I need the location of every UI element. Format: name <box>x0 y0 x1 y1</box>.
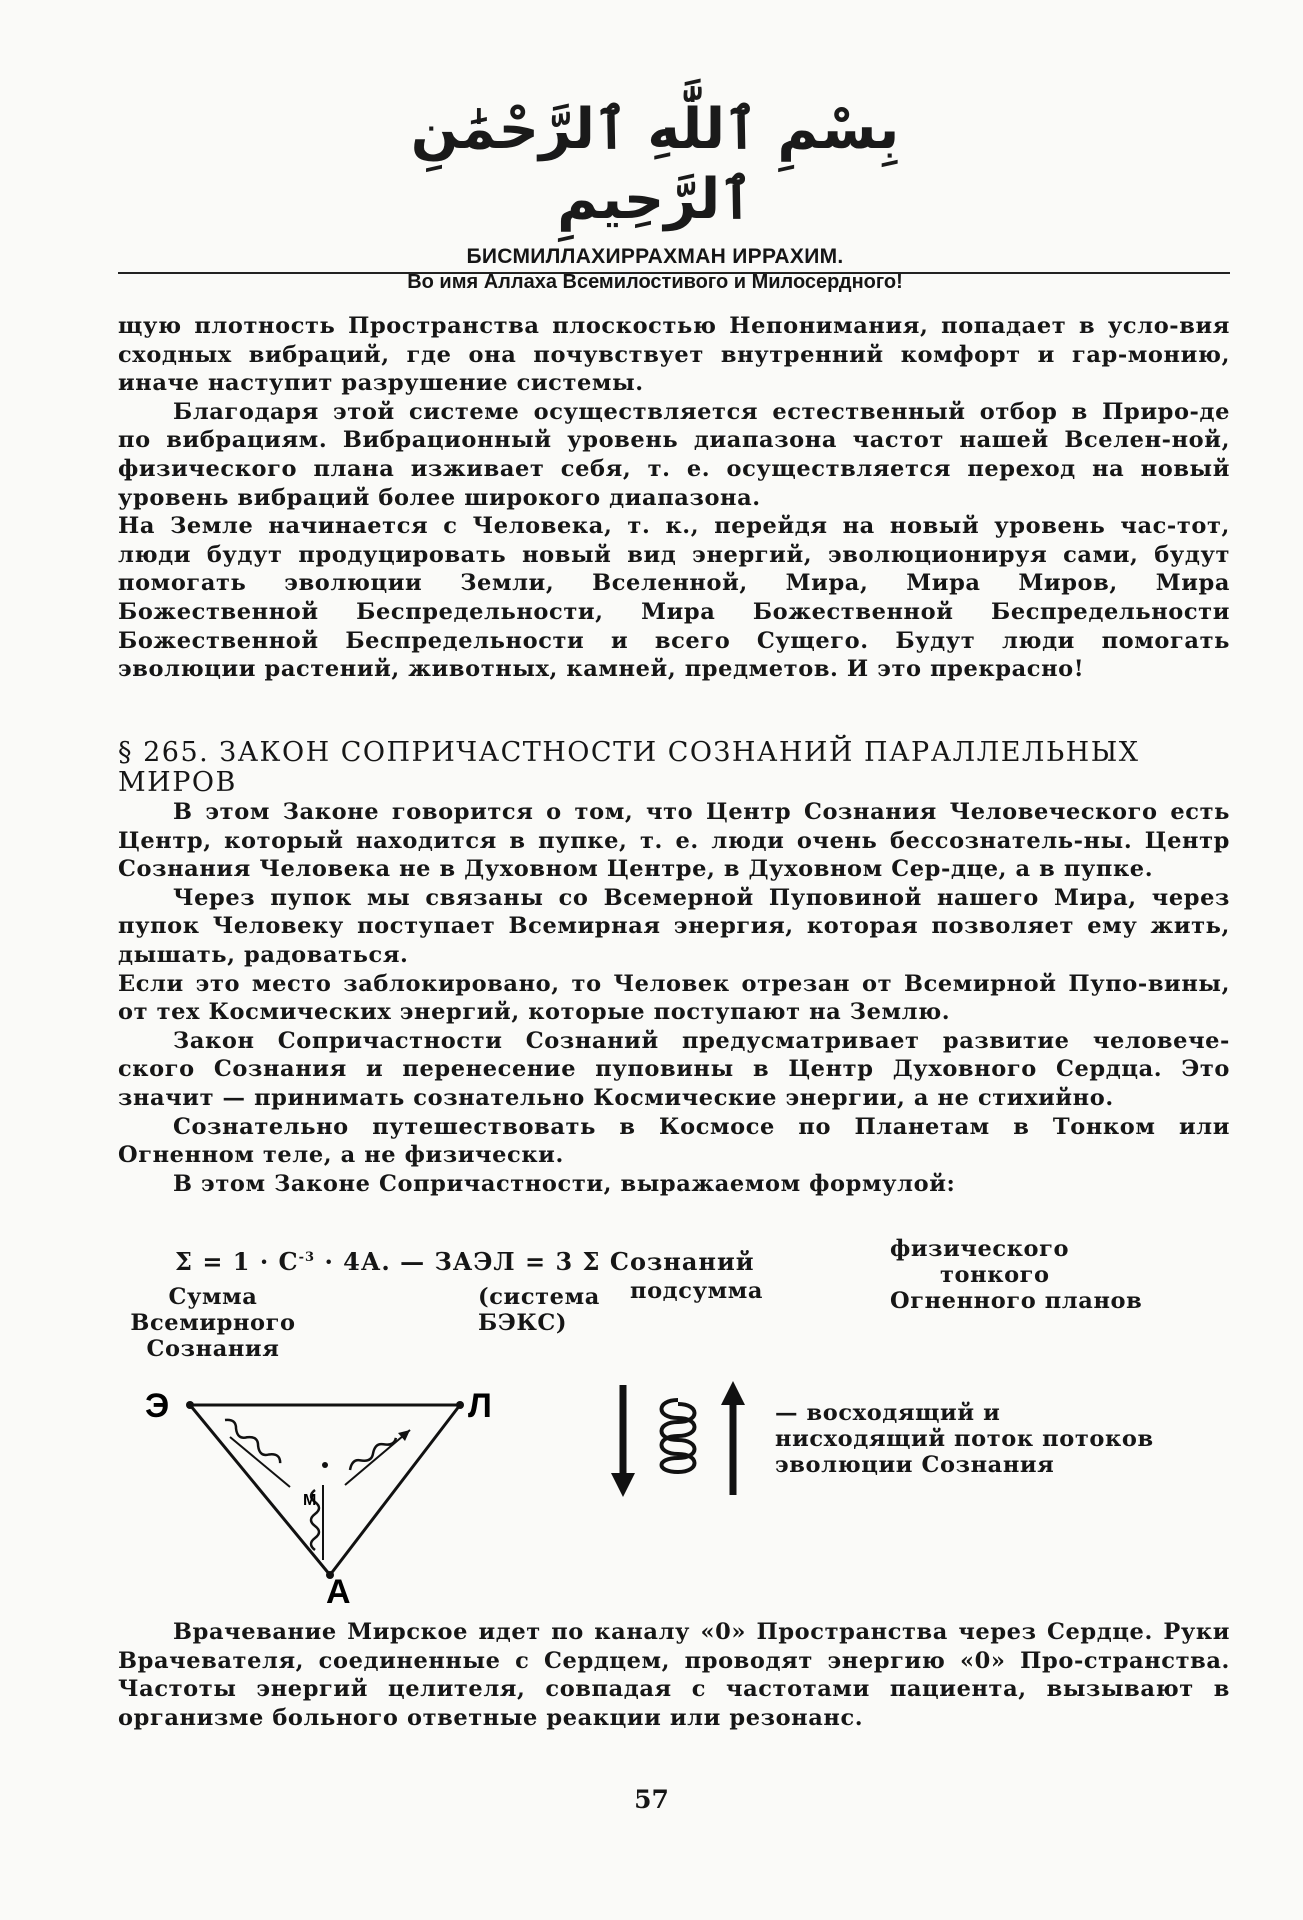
flow-spiral <box>662 1400 695 1472</box>
page-header <box>330 95 980 294</box>
formula-sum-label <box>118 1284 308 1362</box>
header-divider <box>118 272 1230 274</box>
header-translation: Во имя Аллаха Всемилостивого и Милосердного! <box>407 271 903 293</box>
inner-m-label: М <box>303 1492 317 1509</box>
label-line: БЭКС) <box>478 1310 568 1336</box>
up-arrow-head <box>721 1381 745 1405</box>
paragraph: Благодаря этой системе осуществляется естественный отбор в Приро-де по вибрациям. Вибрационный уровень диапазона частот нашей Вселен-ной, физического плана изживает себя, т. е. осуществляется переход на новый уровень вибраций более широкого диапазона. <box>118 398 1230 511</box>
paragraph: Сознательно путешествовать в Космосе по Планетам в Тонком или Огненном теле, а не физически. <box>118 1113 1230 1169</box>
paragraph: На Земле начинается с Человека, т. к., перейдя на новый уровень час-тот, люди будут продуцировать новый вид энергий, эволюционируя сами, будут помогать эволюции Земли, Вселенной, Мира, Мира Миров, Мира Божественной Беспредельности, Мира Божественной Беспредельности Божественной Беспредельности и всего Сущего. Будут люди помогать эволюции растений, животных, камней, предметов. И это прекрасно! <box>118 513 1230 683</box>
formula-rest: · 4А. — ЗАЭЛ = 3 Σ Сознаний <box>315 1247 755 1276</box>
paragraph: Врачевание Мирское идет по каналу «0» Пространства через Сердце. Руки Врачевателя, соединенные с Сердцем, проводят энергию «0» Про-странства. Частоты энергий целителя, совпадая с частотами пациента, вызывают в организме больного ответные реакции или резонанс. <box>118 1619 1230 1731</box>
formula-planes-label <box>890 1236 1142 1314</box>
formula <box>175 1245 755 1275</box>
header-transliteration: БИСМИЛЛАХИРРАХМАН ИРРАХИМ. <box>466 245 844 268</box>
triangle-right-edge <box>330 1405 460 1575</box>
vertex-l-label: Л <box>468 1387 492 1425</box>
paragraph: щую плотность Пространства плоскостью Непонимания, попадает в усло-вия сходных вибраций, где она почувствует внутренний комфорт и гар-монию, иначе наступит разрушение системы. <box>118 313 1230 397</box>
section-text-block <box>118 798 1230 1198</box>
basmala-calligraphy: بِسْمِ ٱللَّٰهِ ٱلرَّحْمَٰنِ ٱلرَّحِيمِ <box>410 97 900 232</box>
paragraph: В этом Законе Сопричастности, выражаемом формулой: <box>173 1170 956 1197</box>
center-dot <box>322 1462 328 1468</box>
paragraph: Если это место заблокировано, то Человек отрезан от Всемирной Пупо-вины, от тех Космических энергий, которые поступают на Землю. <box>118 970 1230 1026</box>
flow-caption <box>775 1400 1154 1478</box>
label-line: физического <box>890 1236 1070 1262</box>
label-line: Всемирного <box>130 1310 296 1336</box>
paragraph: Через пупок мы связаны со Всемерной Пуповиной нашего Мира, через пупок Человеку поступает Всемирная энергия, которая позволяет ему жить, дышать, радоваться. <box>118 884 1230 968</box>
spiral-right <box>347 1434 397 1472</box>
label-line: тонкого <box>940 1262 1050 1288</box>
down-arrow-head <box>611 1473 635 1497</box>
formula-sigma: Σ = 1 · С <box>175 1247 299 1276</box>
bottom-text-block <box>118 1618 1230 1732</box>
triangle-left-edge <box>190 1405 330 1575</box>
vertex-a-label: А <box>326 1573 351 1605</box>
caption-line: — восходящий и <box>775 1400 1001 1426</box>
label-line: (система <box>478 1284 600 1310</box>
caption-line: эволюции Сознания <box>775 1452 1055 1478</box>
vertex-dot-e <box>186 1401 194 1409</box>
triangle-diagram <box>140 1375 520 1605</box>
formula-system-label <box>478 1284 600 1336</box>
caption-line: нисходящий поток потоков <box>775 1426 1154 1452</box>
vertex-e-label: Э <box>145 1387 170 1425</box>
arrow-right <box>345 1430 410 1485</box>
label-line: Огненного планов <box>890 1288 1143 1314</box>
section-heading: § 265. ЗАКОН СОПРИЧАСТНОСТИ СОЗНАНИЙ ПАРАЛЛЕЛЬНЫХ МИРОВ <box>118 737 1140 798</box>
paragraph: В этом Законе говорится о том, что Центр Сознания Человеческого есть Центр, который находится в пупке, т. е. люди очень бессознатель-ны. Центр Сознания Человека не в Духовном Центре, в Духовном Сер-дце, а в пупке. <box>118 799 1230 883</box>
label-line: Сумма <box>168 1284 258 1310</box>
formula-exponent: -3 <box>298 1250 316 1265</box>
paragraph: Закон Сопричастности Сознаний предусматривает развитие человече-ского Сознания и перенесение пуповины в Центр Духовного Сердца. Это значит — принимать сознательно Космические энергии, а не стихийно. <box>118 1027 1230 1111</box>
flow-arrows-icon <box>598 1375 758 1505</box>
spiral-left <box>223 1417 283 1466</box>
page-number: 57 <box>634 1785 669 1814</box>
vertex-dot-l <box>456 1401 464 1409</box>
formula-subsum-label: подсумма <box>630 1278 764 1304</box>
label-line: Сознания <box>146 1336 280 1362</box>
top-text-block <box>118 312 1230 684</box>
